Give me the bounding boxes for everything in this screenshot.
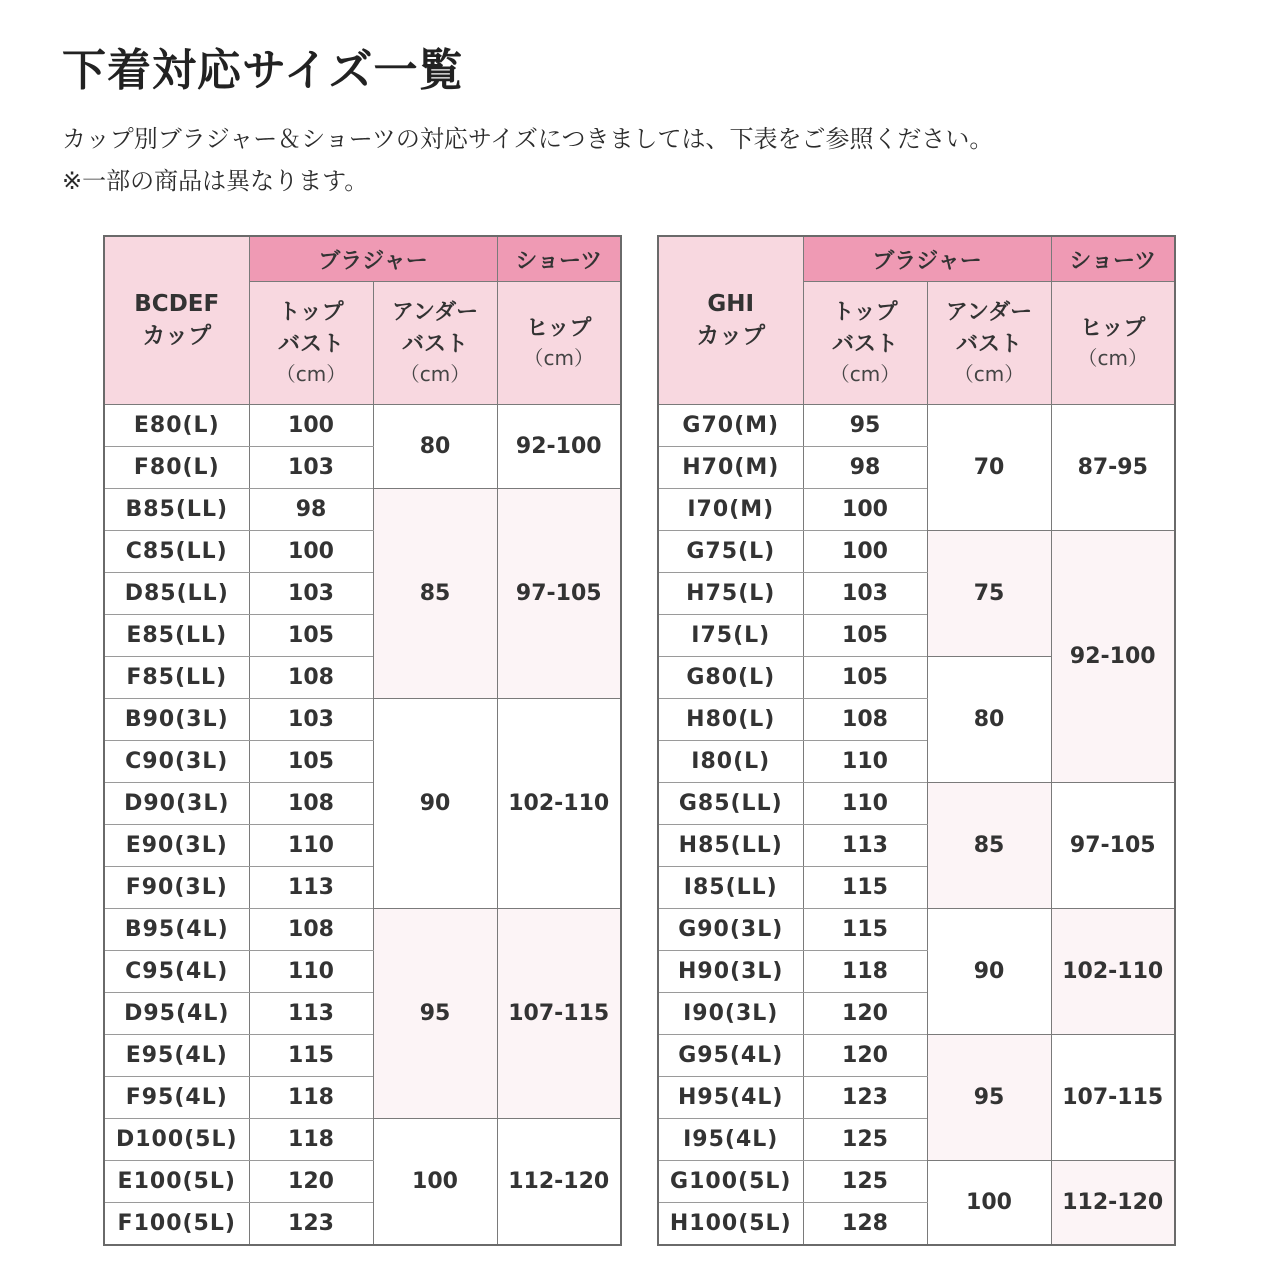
header-label-line: バスト [401,331,468,357]
size-cell: D85(LL) [104,573,249,615]
top-bust-cell: 108 [249,783,373,825]
hip-cell: 107-115 [1051,1035,1175,1161]
under-bust-cell: 80 [927,657,1051,783]
page-title: 下着対応サイズ一覧 [62,45,464,96]
header-label-line: カップ [142,322,212,349]
top-bust-cell: 103 [803,573,927,615]
header-label-line: バスト [831,331,898,357]
size-cell: I90(3L) [658,993,803,1035]
top-bust-cell: 95 [803,405,927,447]
under-bust-cell: 95 [373,909,497,1119]
header-label-line: ヒップ [526,315,592,341]
cup-header [658,236,803,405]
header-label-line: バスト [277,331,344,357]
size-cell: I80(L) [658,741,803,783]
size-cell: F80(L) [104,447,249,489]
top-bust-cell: 100 [249,405,373,447]
intro-note: ※一部の商品は異なります。 [62,167,369,195]
size-cell: G75(L) [658,531,803,573]
size-cell: B95(4L) [104,909,249,951]
top-bust-cell: 115 [249,1035,373,1077]
size-cell: H95(4L) [658,1077,803,1119]
size-cell: H85(LL) [658,825,803,867]
header-row-groups [104,236,621,282]
top-bust-cell: 115 [803,867,927,909]
hip-cell: 87-95 [1051,405,1175,531]
top-bust-cell: 115 [803,909,927,951]
header-label-line: アンダー [945,299,1033,325]
unit-label: （cm） [399,362,471,387]
table-row [658,405,1175,447]
size-cell: C85(LL) [104,531,249,573]
hip-cell: 112-120 [497,1119,621,1246]
top-bust-header [803,282,927,405]
top-bust-cell: 110 [249,825,373,867]
size-cell: F100(5L) [104,1203,249,1246]
under-bust-cell: 100 [373,1119,497,1246]
hip-cell: 97-105 [497,489,621,699]
size-cell: G80(L) [658,657,803,699]
top-bust-cell: 98 [249,489,373,531]
cup-header [104,236,249,405]
header-label-line: ヒップ [1080,315,1146,341]
top-bust-cell: 100 [803,531,927,573]
table-row [104,909,621,951]
top-bust-cell: 105 [249,741,373,783]
size-cell: I95(4L) [658,1119,803,1161]
shorts-group-header: ショーツ [1051,236,1175,282]
top-bust-cell: 110 [249,951,373,993]
top-bust-cell: 98 [803,447,927,489]
intro-text [62,118,1262,202]
under-bust-cell: 70 [927,405,1051,531]
size-table-ghi [657,235,1176,1246]
size-cell: H90(3L) [658,951,803,993]
under-bust-cell: 80 [373,405,497,489]
hip-cell: 102-110 [497,699,621,909]
under-bust-header [927,282,1051,405]
top-bust-cell: 108 [249,657,373,699]
under-bust-cell: 90 [927,909,1051,1035]
top-bust-cell: 123 [803,1077,927,1119]
unit-label: （cm） [275,362,347,387]
top-bust-cell: 113 [249,993,373,1035]
top-bust-cell: 120 [803,1035,927,1077]
top-bust-cell: 108 [803,699,927,741]
under-bust-cell: 90 [373,699,497,909]
hip-cell: 112-120 [1051,1161,1175,1246]
hip-header [1051,282,1175,405]
unit-label: （cm） [523,346,594,371]
size-cell: G100(5L) [658,1161,803,1203]
size-cell: G70(M) [658,405,803,447]
under-bust-cell: 85 [373,489,497,699]
under-bust-header [373,282,497,405]
top-bust-cell: 103 [249,699,373,741]
size-cell: I75(L) [658,615,803,657]
header-label-line: カップ [696,322,766,349]
size-cell: D95(4L) [104,993,249,1035]
top-bust-cell: 123 [249,1203,373,1246]
top-bust-cell: 110 [803,741,927,783]
table-row [658,1035,1175,1077]
size-cell: C90(3L) [104,741,249,783]
header-label-line: トップ [278,299,344,325]
size-table-bcdef [103,235,622,1246]
header-label-line: トップ [832,299,898,325]
hip-cell: 92-100 [1051,531,1175,783]
top-bust-cell: 103 [249,447,373,489]
table-row [658,1161,1175,1203]
size-cell: F95(4L) [104,1077,249,1119]
hip-cell: 107-115 [497,909,621,1119]
size-cell: B90(3L) [104,699,249,741]
header-label-line: GHI [707,291,755,318]
top-bust-cell: 125 [803,1119,927,1161]
top-bust-cell: 105 [803,615,927,657]
size-cell: H70(M) [658,447,803,489]
header-label-line: BCDEF [134,291,220,318]
size-cell: G90(3L) [658,909,803,951]
size-cell: C95(4L) [104,951,249,993]
bra-group-header: ブラジャー [249,236,497,282]
size-cell: D100(5L) [104,1119,249,1161]
size-cell: I70(M) [658,489,803,531]
size-cell: H100(5L) [658,1203,803,1246]
size-cell: F90(3L) [104,867,249,909]
table-row [104,405,621,447]
size-cell: B85(LL) [104,489,249,531]
size-cell: G85(LL) [658,783,803,825]
table-row [104,699,621,741]
top-bust-cell: 108 [249,909,373,951]
top-bust-cell: 118 [803,951,927,993]
size-cell: D90(3L) [104,783,249,825]
top-bust-cell: 113 [249,867,373,909]
table-row [658,531,1175,573]
table-row [104,489,621,531]
table-row [104,1119,621,1161]
top-bust-cell: 105 [249,615,373,657]
size-cell: E85(LL) [104,615,249,657]
top-bust-cell: 118 [249,1119,373,1161]
header-row-groups [658,236,1175,282]
header-label-line: バスト [955,331,1022,357]
unit-label: （cm） [1077,346,1148,371]
size-cell: H75(L) [658,573,803,615]
top-bust-cell: 105 [803,657,927,699]
top-bust-header [249,282,373,405]
top-bust-cell: 113 [803,825,927,867]
bra-group-header: ブラジャー [803,236,1051,282]
header-label-line: アンダー [391,299,479,325]
unit-label: （cm） [953,362,1025,387]
hip-cell: 92-100 [497,405,621,489]
size-cell: I85(LL) [658,867,803,909]
under-bust-cell: 100 [927,1161,1051,1246]
top-bust-cell: 100 [803,489,927,531]
size-cell: E95(4L) [104,1035,249,1077]
shorts-group-header: ショーツ [497,236,621,282]
size-cell: F85(LL) [104,657,249,699]
table-row [658,909,1175,951]
hip-header [497,282,621,405]
unit-label: （cm） [829,362,901,387]
hip-cell: 97-105 [1051,783,1175,909]
size-cell: H80(L) [658,699,803,741]
top-bust-cell: 125 [803,1161,927,1203]
intro-line-1: カップ別ブラジャー＆ショーツの対応サイズにつきましては、下表をご参照ください。 [62,125,994,153]
table-row [658,783,1175,825]
top-bust-cell: 103 [249,573,373,615]
top-bust-cell: 128 [803,1203,927,1246]
hip-cell: 102-110 [1051,909,1175,1035]
under-bust-cell: 85 [927,783,1051,909]
size-cell: E100(5L) [104,1161,249,1203]
under-bust-cell: 95 [927,1035,1051,1161]
top-bust-cell: 120 [249,1161,373,1203]
size-cell: E80(L) [104,405,249,447]
top-bust-cell: 118 [249,1077,373,1119]
top-bust-cell: 120 [803,993,927,1035]
size-cell: G95(4L) [658,1035,803,1077]
top-bust-cell: 110 [803,783,927,825]
under-bust-cell: 75 [927,531,1051,657]
top-bust-cell: 100 [249,531,373,573]
size-cell: E90(3L) [104,825,249,867]
